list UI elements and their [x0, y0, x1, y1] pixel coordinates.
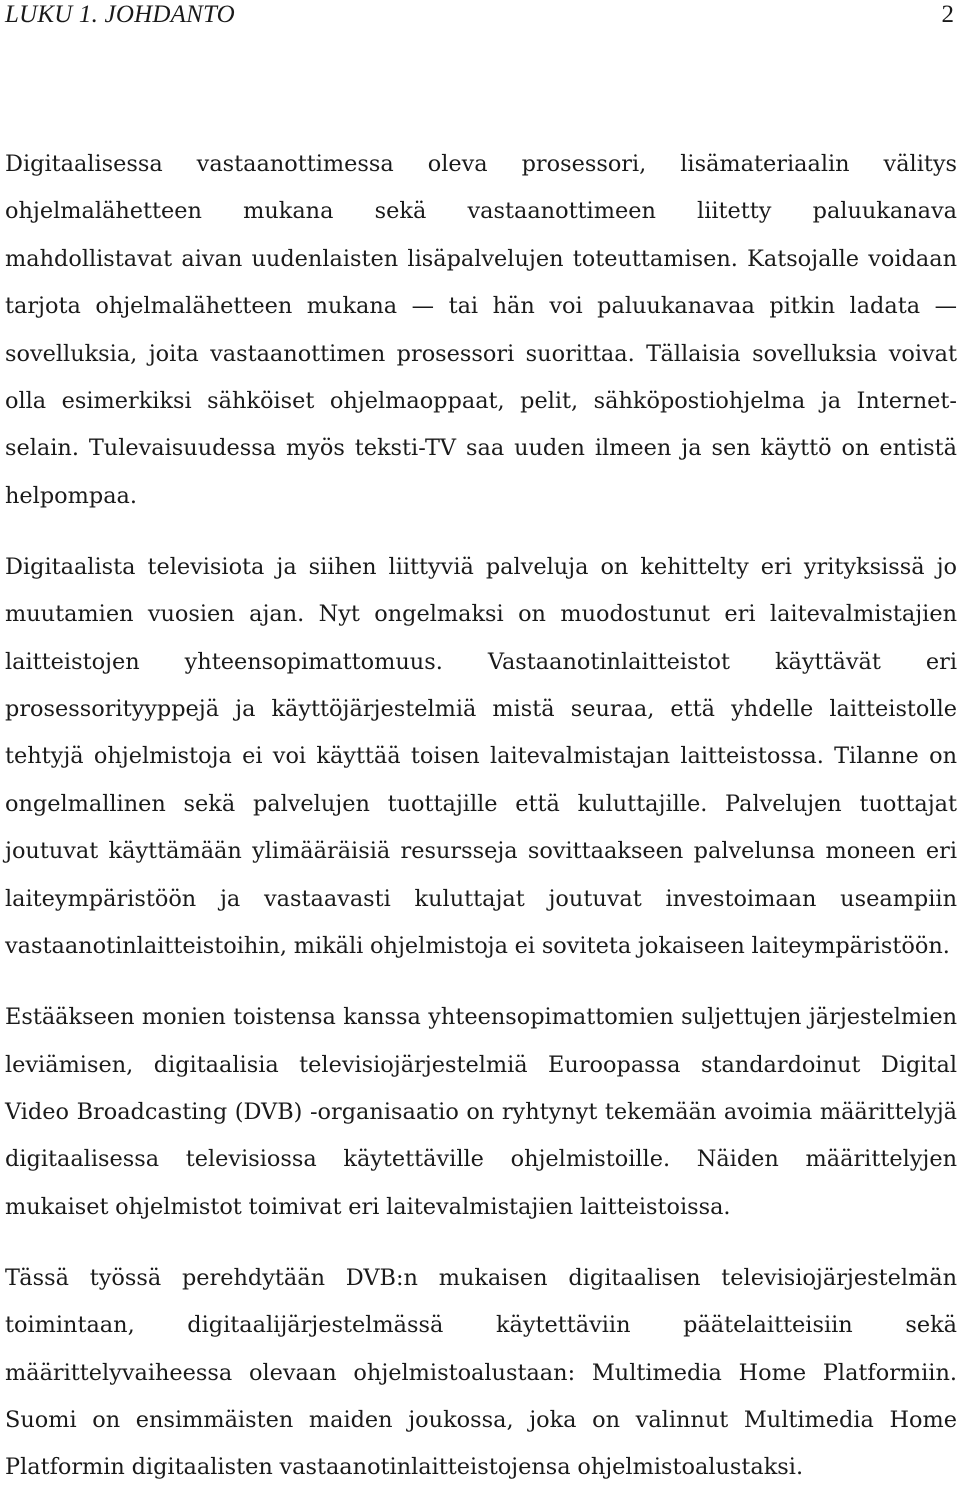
body-text — [5, 141, 957, 1492]
paragraph-scope: Tässä työssä perehdytään DVB:n mukaisen digitaalisen televisiojärjestelmän toimintaan, digitaalijärjestelmässä käytettäviin päätelaitteisiin sekä määrittelyvaiheessa olevaan ohjelmistoalustaan: Multimedia Home Platformiin. Suomi on ensimmäisten maiden joukossa, joka on valinnut Multimedia Home Platformin digitaalisten vastaanotinlaitteistojensa ohjelmistoalustaksi. — [5, 1264, 957, 1481]
paragraph-dvb: Estääkseen monien toistensa kanssa yhteensopimattomien suljettujen järjestelmien leviämisen, digitaalisia televisiojärjestelmiä Euroopassa standardoinut Digital Video Broadcasting (DVB) -organisaatio on ryhtynyt tekemään avoimia määrittelyjä digitaalisessa televisiossa käytettäville ohjelmistoille. Näiden määrittelyjen mukaiset ohjelmistot toimivat eri laitevalmistajien laitteistoissa. — [5, 1004, 957, 1220]
running-header — [5, 0, 954, 30]
chapter-title: LUKU 1. JOHDANTO — [5, 1, 235, 28]
paragraph-intro: Digitaalisessa vastaanottimessa oleva prosessori, lisämateriaalin välitys ohjelmalähetteen mukana sekä vastaanottimeen liitetty paluukanava mahdollistavat aivan uudenlaisten lisäpalvelujen toteuttamisen. Katsojalle voidaan tarjota ohjelmalähetteen mukana — tai hän voi paluukanavaa pitkin ladata — sovelluksia, joita vastaanottimen prosessori suorittaa. Tällaisia sovelluksia voivat olla esimerkiksi sähköiset ohjelmaoppaat, pelit, sähköpostiohjelma ja Internet-selain. Tulevaisuudessa myös teksti-TV saa uuden ilmeen ja sen käyttö on entistä helpompaa. — [5, 151, 957, 509]
paragraph-compatibility: Digitaalista televisiota ja siihen liittyviä palveluja on kehittelty eri yrityksissä jo muutamien vuosien ajan. Nyt ongelmaksi on muodostunut eri laitevalmistajien laitteistojen yhteensopimattomuus. Vastaanotinlaitteistot käyttävät eri prosessorityyppejä ja käyttöjärjestelmiä mistä seuraa, että yhdelle laitteistolle tehtyjä ohjelmistoja ei voi käyttää toisen laitevalmistajan laitteistossa. Tilanne on ongelmallinen sekä palvelujen tuottajille että kuluttajille. Palvelujen tuottajat joutuvat käyttämään ylimääräisiä resursseja sovittaakseen palvelunsa moneen eri laiteympäristöön ja vastaavasti kuluttajat joutuvat investoimaan useampiin vastaanotinlaitteistoihin, mikäli ohjelmistoja ei soviteta jokaiseen laiteympäristöön. — [5, 553, 957, 960]
page-number: 2 — [941, 1, 954, 28]
